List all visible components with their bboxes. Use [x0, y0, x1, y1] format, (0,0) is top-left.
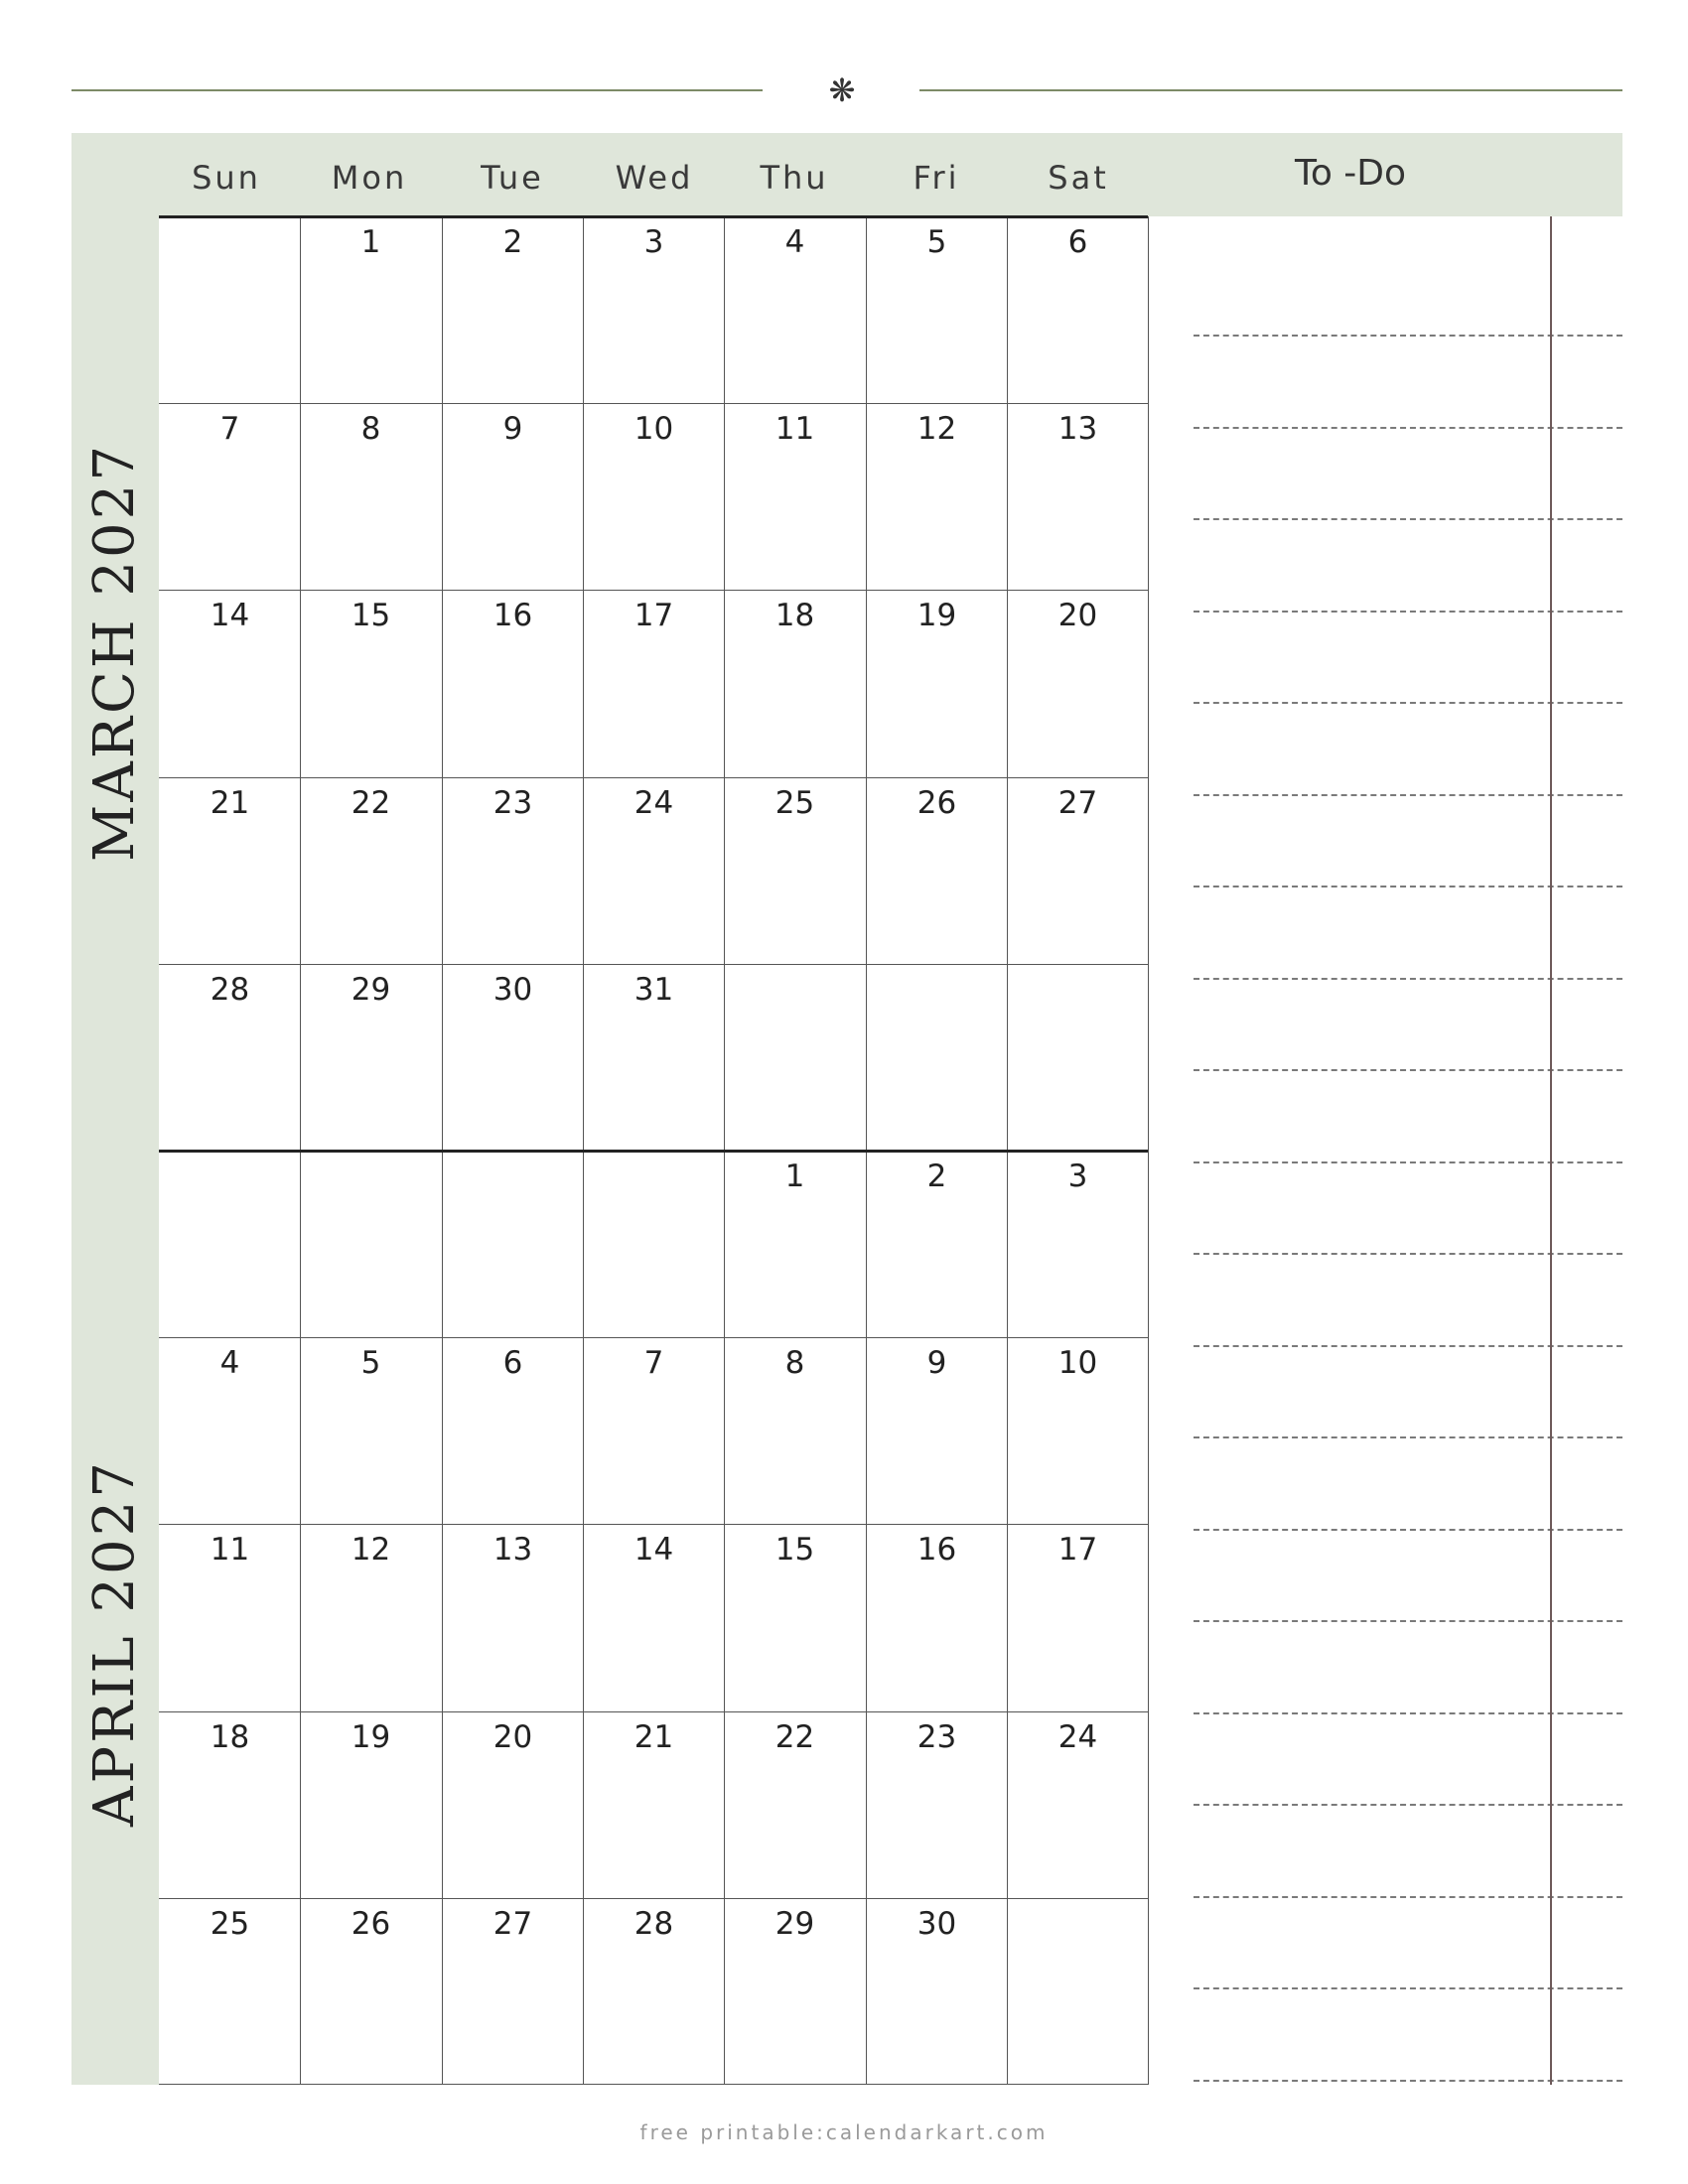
todo-line[interactable]: [1194, 518, 1622, 520]
todo-line[interactable]: [1194, 611, 1622, 613]
day-cell-number: 26: [916, 785, 957, 821]
day-cell-number: 3: [1067, 1159, 1088, 1194]
grid-row-line: [159, 2084, 1148, 2085]
day-cell-number: 2: [926, 1159, 947, 1194]
day-cell-number: 15: [774, 1532, 815, 1568]
day-cell-number: 28: [210, 972, 250, 1008]
day-cell-number: 6: [1067, 224, 1088, 260]
day-cell-number: 14: [633, 1532, 674, 1568]
grid-row-line: [159, 1711, 1148, 1712]
todo-line[interactable]: [1194, 427, 1622, 429]
day-cell-number: 11: [210, 1532, 250, 1568]
day-cell-number: 22: [774, 1719, 815, 1755]
day-cell-number: 22: [351, 785, 391, 821]
todo-line[interactable]: [1194, 1620, 1622, 1622]
grid-row-line: [159, 1898, 1148, 1899]
weekday-thu: Thu: [760, 159, 829, 197]
day-cell-number: 27: [1057, 785, 1098, 821]
grid-row-line: [159, 1524, 1148, 1525]
todo-line[interactable]: [1194, 1987, 1622, 1989]
weekday-sat: Sat: [1048, 159, 1109, 197]
todo-line[interactable]: [1194, 335, 1622, 337]
day-cell-number: 5: [926, 224, 947, 260]
day-cell-number: 9: [502, 411, 523, 447]
grid-row-line: [159, 1337, 1148, 1338]
todo-line[interactable]: [1194, 1161, 1622, 1163]
day-cell-number: 12: [916, 411, 957, 447]
month-divider-line: [159, 1150, 1148, 1153]
day-cell-number: 8: [360, 411, 381, 447]
day-cell-number: 1: [360, 224, 381, 260]
day-cell-number: 29: [774, 1906, 815, 1942]
day-cell-number: 6: [502, 1345, 523, 1381]
day-cell-number: 29: [351, 972, 391, 1008]
grid-row-line: [159, 777, 1148, 778]
day-cell-number: 17: [633, 598, 674, 633]
weekday-tue: Tue: [481, 159, 544, 197]
top-rule-left: [71, 89, 763, 91]
todo-line[interactable]: [1194, 978, 1622, 980]
day-cell-number: 18: [774, 598, 815, 633]
month-label-0: MARCH 2027: [82, 443, 147, 862]
todo-line[interactable]: [1194, 1804, 1622, 1806]
day-cell-number: 9: [926, 1345, 947, 1381]
todo-title: To -Do: [1294, 153, 1407, 194]
day-cell-number: 5: [360, 1345, 381, 1381]
todo-line[interactable]: [1194, 1529, 1622, 1531]
todo-line[interactable]: [1194, 794, 1622, 796]
grid-row-line: [159, 964, 1148, 965]
day-cell-number: 17: [1057, 1532, 1098, 1568]
day-cell-number: 7: [219, 411, 240, 447]
todo-line[interactable]: [1194, 1712, 1622, 1714]
day-cell-number: 16: [916, 1532, 957, 1568]
day-cell-number: 10: [633, 411, 674, 447]
month-label-1: APRIL 2027: [82, 1459, 147, 1827]
day-cell-number: 14: [210, 598, 250, 633]
weekday-mon: Mon: [331, 159, 408, 197]
day-cell-number: 21: [210, 785, 250, 821]
day-cell-number: 25: [774, 785, 815, 821]
grid-row-line: [159, 590, 1148, 591]
todo-line[interactable]: [1194, 1896, 1622, 1898]
day-cell-number: 10: [1057, 1345, 1098, 1381]
day-cell-number: 31: [633, 972, 674, 1008]
top-rule-right: [919, 89, 1622, 91]
day-cell-number: 2: [502, 224, 523, 260]
day-cell-number: 20: [492, 1719, 533, 1755]
grid-row-line: [159, 403, 1148, 404]
day-cell-number: 23: [492, 785, 533, 821]
day-cell-number: 30: [492, 972, 533, 1008]
day-cell-number: 19: [351, 1719, 391, 1755]
day-cell-number: 26: [351, 1906, 391, 1942]
day-cell-number: 24: [1057, 1719, 1098, 1755]
day-cell-number: 27: [492, 1906, 533, 1942]
todo-line[interactable]: [1194, 1436, 1622, 1438]
todo-line[interactable]: [1194, 1345, 1622, 1347]
weekday-fri: Fri: [913, 159, 960, 197]
weekday-wed: Wed: [615, 159, 694, 197]
flower-ornament-icon: ❋: [828, 71, 856, 109]
weekday-sun: Sun: [192, 159, 261, 197]
todo-line[interactable]: [1194, 702, 1622, 704]
day-cell-number: 12: [351, 1532, 391, 1568]
day-cell-number: 30: [916, 1906, 957, 1942]
month-divider-line: [159, 215, 1148, 218]
day-cell-number: 21: [633, 1719, 674, 1755]
day-cell-number: 13: [492, 1532, 533, 1568]
day-cell-number: 13: [1057, 411, 1098, 447]
day-cell-number: 28: [633, 1906, 674, 1942]
day-cell-number: 25: [210, 1906, 250, 1942]
todo-line[interactable]: [1194, 1253, 1622, 1255]
day-cell-number: 20: [1057, 598, 1098, 633]
todo-line[interactable]: [1194, 2080, 1622, 2082]
day-cell-number: 3: [643, 224, 664, 260]
day-cell-number: 15: [351, 598, 391, 633]
calendar-grid: [159, 216, 1148, 2085]
day-cell-number: 24: [633, 785, 674, 821]
day-cell-number: 1: [784, 1159, 805, 1194]
todo-line[interactable]: [1194, 1069, 1622, 1071]
day-cell-number: 19: [916, 598, 957, 633]
day-cell-number: 18: [210, 1719, 250, 1755]
day-cell-number: 16: [492, 598, 533, 633]
footer-credit: free printable:calendarkart.com: [639, 2120, 1049, 2144]
day-cell-number: 4: [219, 1345, 240, 1381]
grid-column-line: [1148, 216, 1149, 2085]
todo-line[interactable]: [1194, 886, 1622, 887]
day-cell-number: 11: [774, 411, 815, 447]
day-cell-number: 7: [643, 1345, 664, 1381]
day-cell-number: 8: [784, 1345, 805, 1381]
day-cell-number: 4: [784, 224, 805, 260]
todo-margin-line: [1550, 216, 1552, 2085]
day-cell-number: 23: [916, 1719, 957, 1755]
